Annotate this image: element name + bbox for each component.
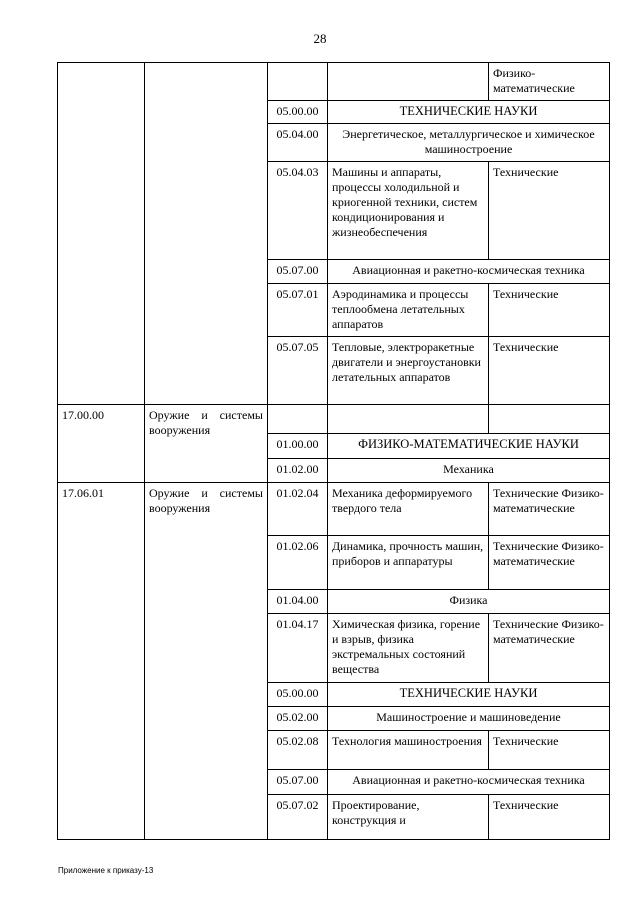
- code-cell: 05.00.00: [268, 101, 328, 124]
- code-cell: 01.02.00: [268, 459, 328, 483]
- table-row: [58, 405, 610, 434]
- specialty-cell: Механика деформируемого твердого тела: [328, 483, 489, 536]
- code-cell: 01.04.00: [268, 590, 328, 614]
- section-title: Физика: [328, 590, 610, 614]
- specialty-cell: Проектирование, конструкция и: [328, 795, 489, 840]
- field-cell: Технические Физико-математические: [489, 483, 610, 536]
- field-cell: Технические: [489, 284, 610, 337]
- section-title: Машиностроение и машиноведение: [328, 707, 610, 731]
- code-cell: 01.04.17: [268, 614, 328, 683]
- code-cell: 01.02.04: [268, 483, 328, 536]
- code-cell: 05.04.00: [268, 124, 328, 162]
- specialty-cell: Химическая физика, горение и взрыв, физика экстремальных состояний вещества: [328, 614, 489, 683]
- field-cell: Технические: [489, 162, 610, 260]
- code-cell: 05.07.05: [268, 337, 328, 405]
- field-cell: Технические Физико-математические: [489, 614, 610, 683]
- code-cell: 01.00.00: [268, 434, 328, 459]
- specialty-cell: Тепловые, электроракетные двигатели и энергоустановки летательных аппаратов: [328, 337, 489, 405]
- section-title: Механика: [328, 459, 610, 483]
- section-title: ТЕХНИЧЕСКИЕ НАУКИ: [328, 101, 610, 124]
- code-cell: 01.02.06: [268, 536, 328, 590]
- code-cell: 05.07.02: [268, 795, 328, 840]
- code-cell: 05.07.00: [268, 770, 328, 795]
- section-title: Авиационная и ракетно-космическая техника: [328, 260, 610, 284]
- specialty-cell: [328, 405, 489, 434]
- code-cell: 05.07.00: [268, 260, 328, 284]
- group-name-cell: [145, 63, 268, 405]
- section-title: Авиационная и ракетно-космическая техника: [328, 770, 610, 795]
- specialty-cell: Динамика, прочность машин, приборов и аппаратуры: [328, 536, 489, 590]
- code-cell: [268, 63, 328, 101]
- specialty-cell: [328, 63, 489, 101]
- field-cell: Технические Физико-математические: [489, 536, 610, 590]
- section-title: ТЕХНИЧЕСКИЕ НАУКИ: [328, 683, 610, 707]
- section-title: ФИЗИКО-МАТЕМАТИЧЕСКИЕ НАУКИ: [328, 434, 610, 459]
- group-code-cell: 17.00.00: [58, 405, 145, 483]
- group-code-cell: 17.06.01: [58, 483, 145, 840]
- specialty-cell: Аэродинамика и процессы теплообмена летательных аппаратов: [328, 284, 489, 337]
- specialties-table: [57, 62, 610, 840]
- group-code-cell: [58, 63, 145, 405]
- page-number: 28: [313, 31, 327, 46]
- code-cell: 05.04.03: [268, 162, 328, 260]
- group-name-cell: Оружие и системы вооружения: [145, 405, 268, 483]
- specialty-cell: Технология машиностроения: [328, 731, 489, 770]
- code-cell: 05.07.01: [268, 284, 328, 337]
- footer-note: Приложение к приказу-13: [58, 866, 154, 875]
- field-cell: Физико-математические: [489, 63, 610, 101]
- code-cell: 05.02.08: [268, 731, 328, 770]
- field-cell: [489, 405, 610, 434]
- field-cell: Технические: [489, 337, 610, 405]
- specialty-cell: Машины и аппараты, процессы холодильной и криогенной техники, систем кондиционирования и жизнеобеспечения: [328, 162, 489, 260]
- code-cell: [268, 405, 328, 434]
- group-name-cell: Оружие и системы вооружения: [145, 483, 268, 840]
- section-title: Энергетическое, металлургическое и химическое машиностроение: [328, 124, 610, 162]
- code-cell: 05.00.00: [268, 683, 328, 707]
- field-cell: Технические: [489, 731, 610, 770]
- table-row: [58, 63, 610, 101]
- field-cell: Технические: [489, 795, 610, 840]
- table-row: [58, 483, 610, 536]
- code-cell: 05.02.00: [268, 707, 328, 731]
